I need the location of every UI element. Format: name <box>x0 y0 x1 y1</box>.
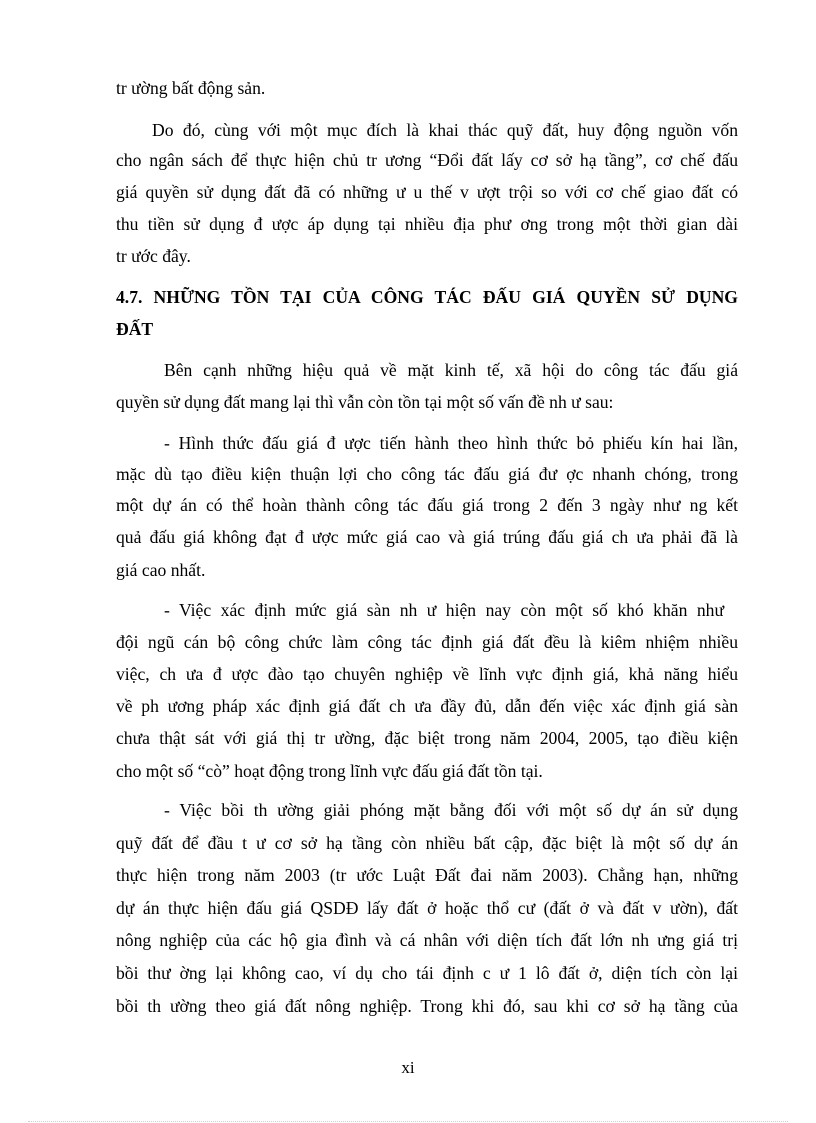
text-line: một dự án có thể hoàn thành công tác đấu giá trong 2 đến 3 ngày như ng kết <box>116 495 738 515</box>
text-line: thực hiện trong năm 2003 (tr ước Luật Đất đai năm 2003). Chẳng hạn, những <box>116 865 738 885</box>
text-line: Bên cạnh những hiệu quả về mặt kinh tế, xã hội do công tác đấu giá <box>164 360 738 380</box>
text-line: - Việc bồi th ường giải phóng mặt bằng đối với một số dự án sử dụng <box>164 800 738 820</box>
section-heading: ĐẤT <box>116 319 154 339</box>
text-line: việc, ch ưa đ ược đào tạo chuyên nghiệp về lĩnh vực định giá, khả năng hiểu <box>116 664 738 684</box>
text-line: Do đó, cùng với một mục đích là khai thác quỹ đất, huy động nguồn vốn <box>152 120 738 140</box>
text-line: về ph ương pháp xác định giá đất ch ưa đầy đủ, dẫn đến việc xác định giá sàn <box>116 696 738 716</box>
text-line: giá quyền sử dụng đất đã có những ư u thế v ượt trội so với cơ chế giao đất có <box>116 182 738 202</box>
text-line: - Việc xác định mức giá sàn nh ư hiện nay còn một số khó khăn như <box>164 600 724 620</box>
text-line: dự án thực hiện đấu giá QSDĐ lấy đất ở hoặc thổ cư (đất ở và đất v ườn), đất <box>116 898 738 918</box>
text-line: tr ường bất động sản. <box>116 78 266 98</box>
text-line: thu tiền sử dụng đ ược áp dụng tại nhiều địa phư ơng trong một thời gian dài <box>116 214 738 234</box>
page-divider <box>28 1121 788 1122</box>
text-line: cho một số “cò” hoạt động trong lĩnh vực đấu giá đất tồn tại. <box>116 761 543 781</box>
section-heading: 4.7. NHỮNG TỒN TẠI CỦA CÔNG TÁC ĐẤU GIÁ QUYỀN SỬ DỤNG <box>116 287 738 307</box>
text-line: tr ước đây. <box>116 246 191 266</box>
text-line: nông nghiệp của các hộ gia đình và cá nhân với diện tích đất lớn nh ưng giá trị <box>116 930 738 950</box>
text-line: quả đấu giá không đạt đ ược mức giá cao và giá trúng đấu giá ch ưa phải đã là <box>116 527 738 547</box>
text-line: giá cao nhất. <box>116 560 206 580</box>
text-line: quyền sử dụng đất mang lại thì vẫn còn tồn tại một số vấn đề nh ư sau: <box>116 392 614 412</box>
text-line: mặc dù tạo điều kiện thuận lợi cho công tác đấu giá đư ợc nhanh chóng, trong <box>116 464 738 484</box>
text-line: bồi thư ờng lại không cao, ví dụ cho tái định c ư 1 lô đất ở, diện tích còn lại <box>116 963 738 983</box>
text-line: chưa thật sát với giá thị tr ường, đặc biệt trong năm 2004, 2005, tạo điều kiện <box>116 728 738 748</box>
text-line: - Hình thức đấu giá đ ược tiến hành theo hình thức bỏ phiếu kín hai lần, <box>164 433 738 453</box>
text-line: đội ngũ cán bộ công chức làm công tác định giá đất đều là kiêm nhiệm nhiều <box>116 632 738 652</box>
text-line: cho ngân sách để thực hiện chủ tr ương “Đổi đất lấy cơ sở hạ tầng”, cơ chế đấu <box>116 150 738 170</box>
text-line: quỹ đất để đầu t ư cơ sở hạ tầng còn nhiều bất cập, đặc biệt là một số dự án <box>116 833 738 853</box>
text-line: bồi th ường theo giá đất nông nghiệp. Trong khi đó, sau khi cơ sở hạ tầng của <box>116 996 738 1016</box>
page-number: xi <box>401 1058 415 1077</box>
